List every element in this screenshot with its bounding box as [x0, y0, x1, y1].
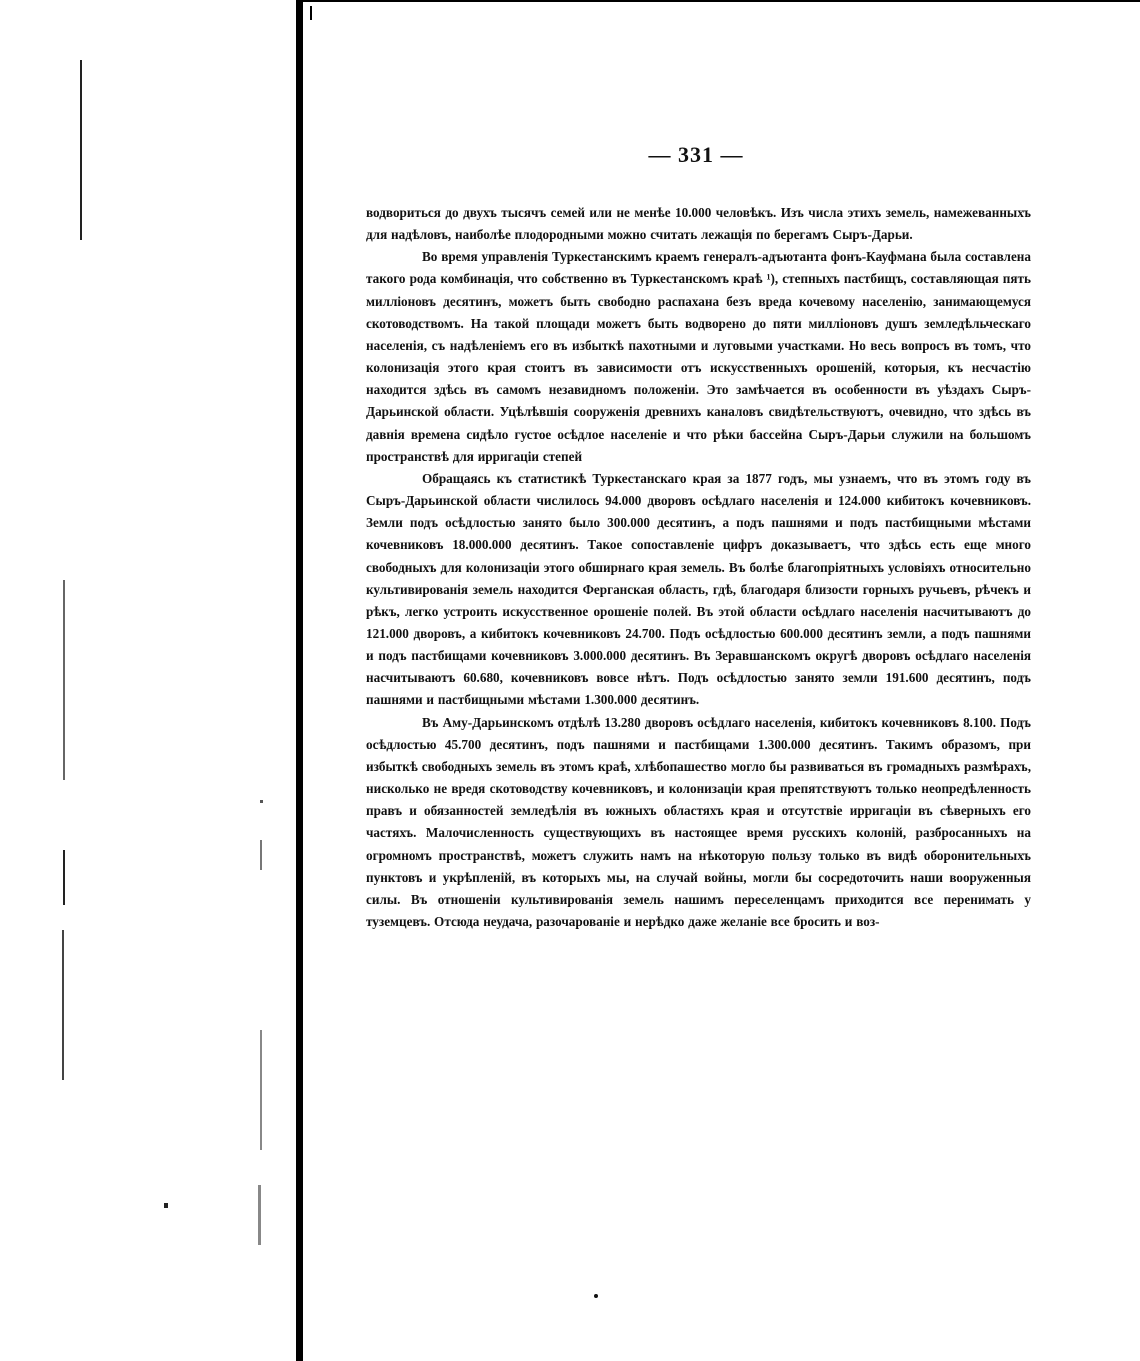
margin-mark — [62, 930, 64, 1080]
margin-mark — [63, 850, 65, 905]
margin-mark — [164, 1203, 168, 1208]
page-corner-mark — [310, 6, 312, 20]
margin-mark — [80, 60, 82, 240]
paragraph: Въ Аму-Дарьинскомъ отдѣлѣ 13.280 дворовъ осѣдлаго населенія, кибитокъ кочевниковъ 8.100. Подъ осѣдлостью 45.700 десятинъ, подъ пашнями и пастбищами 1.300.000 десятинъ. Такимъ образомъ, при избыткѣ свободныхъ земель въ этомъ краѣ, хлѣбопашество могло бы развиваться въ громадныхъ размѣрахъ, нисколько не вредя скотоводству кочевниковъ, и колонизаціи края препятствуютъ только неопредѣленность правъ и обязанностей земледѣлія въ южныхъ областяхъ края и отсутствіе ирригаціи въ сѣверныхъ его частяхъ. Малочисленность существующихъ въ настоящее время русскихъ колоній, разбросанныхъ на огромномъ пространствѣ, можетъ служить намъ на нѣкоторую пользу только въ видѣ оборонительныхъ пунктовъ и укрѣпленій, въ которыхъ мы, на случай войны, могли бы сосредоточить наши вооруженныя силы. Въ отношеніи культивированія земель нашимъ переселенцамъ приходится все перенимать у туземцевъ. Отсюда неудача, разочарованіе и нерѣдко даже желаніе все бросить и воз- — [366, 714, 1031, 929]
paragraph: водвориться до двухъ тысячъ семей или не менѣе 10.000 человѣкъ. Изъ числа этихъ земель, намежеванныхъ для надѣловъ, наиболѣе плодородными можно считать лежащія по берегамъ Сыръ-Дарьи. — [366, 205, 1031, 243]
margin-mark — [258, 1185, 261, 1245]
margin-mark — [260, 1030, 262, 1150]
margin-mark — [260, 800, 263, 803]
body-text — [366, 202, 1031, 933]
page-number: — 331 — — [648, 142, 744, 167]
page-top-edge — [303, 0, 1140, 2]
paragraph: Во время управленія Туркестанскимъ краемъ генералъ-адъютанта фонъ-Кауфмана была составлена такого рода комбинація, что собственно въ Туркестанскомъ краѣ ¹), степныхъ пастбищъ, составляющая пять милліоновъ десятинъ, можетъ быть свободно распахана безъ вреда кочевому населенію, занимающемуся скотоводствомъ. На такой площади можетъ быть водворено до пяти милліоновъ душъ земледѣльческаго населенія, съ надѣленіемъ его въ избыткѣ пахотными и луговыми участками. Но весь вопросъ въ томъ, что колонизація этого края стоитъ въ зависимости отъ искусственныхъ орошеній, которыя, къ несчастію находится здѣсь въ самомъ незавидномъ положеніи. Это замѣчается въ особенности въ уѣздахъ Сыръ-Дарьинской области. Уцѣлѣвшія сооруженія древнихъ каналовъ свидѣтельствуютъ, очевидно, что здѣсь въ давнія времена сидѣло густое осѣдлое населеніе и что рѣки бассейна Сыръ-Дарьи служили на большомъ пространствѣ для ирригаціи степей — [366, 249, 1031, 464]
paragraph: Обращаясь къ статистикѣ Туркестанскаго края за 1877 годъ, мы узнаемъ, что въ этомъ году въ Сыръ-Дарьинской области числилось 94.000 дворовъ осѣдлаго населенія и 124.000 кибитокъ кочевниковъ. Земли подъ осѣдлостью занято было 300.000 десятинъ, а подъ пашнями и подъ пастбищными мѣстами кочевниковъ 18.000.000 десятинъ. Такое сопоставленіе цифръ доказываетъ, что здѣсь есть еще много свободныхъ для колонизаціи этого обширнаго края земель. Въ болѣе благопріятныхъ условіяхъ относительно культивированія земель находится Ферганская область, гдѣ, благодаря близости горныхъ ручьевъ, рѣчекъ и рѣкъ, легко устроить искусственное орошеніе полей. Въ этой области осѣдлаго населенія насчитываютъ до 121.000 дворовъ, а кибитокъ кочевниковъ 24.700. Подъ осѣдлостью 600.000 десятинъ земли, а подъ пашнями и подъ пастбищами кочевниковъ 3.000.000 десятинъ. Въ Зеравшанскомъ округѣ дворовъ осѣдлаго населенія насчитываютъ 60.680, кочевниковъ вовсе нѣтъ. Подъ осѣдлостью занято земли 191.600 десятинъ, подъ пашнями и пастбищными мѣстами 1.300.000 десятинъ. — [366, 470, 1031, 708]
margin-mark — [63, 580, 65, 780]
scan-speck — [594, 1294, 598, 1298]
margin-mark — [260, 840, 262, 870]
book-gutter-line — [296, 0, 303, 1361]
